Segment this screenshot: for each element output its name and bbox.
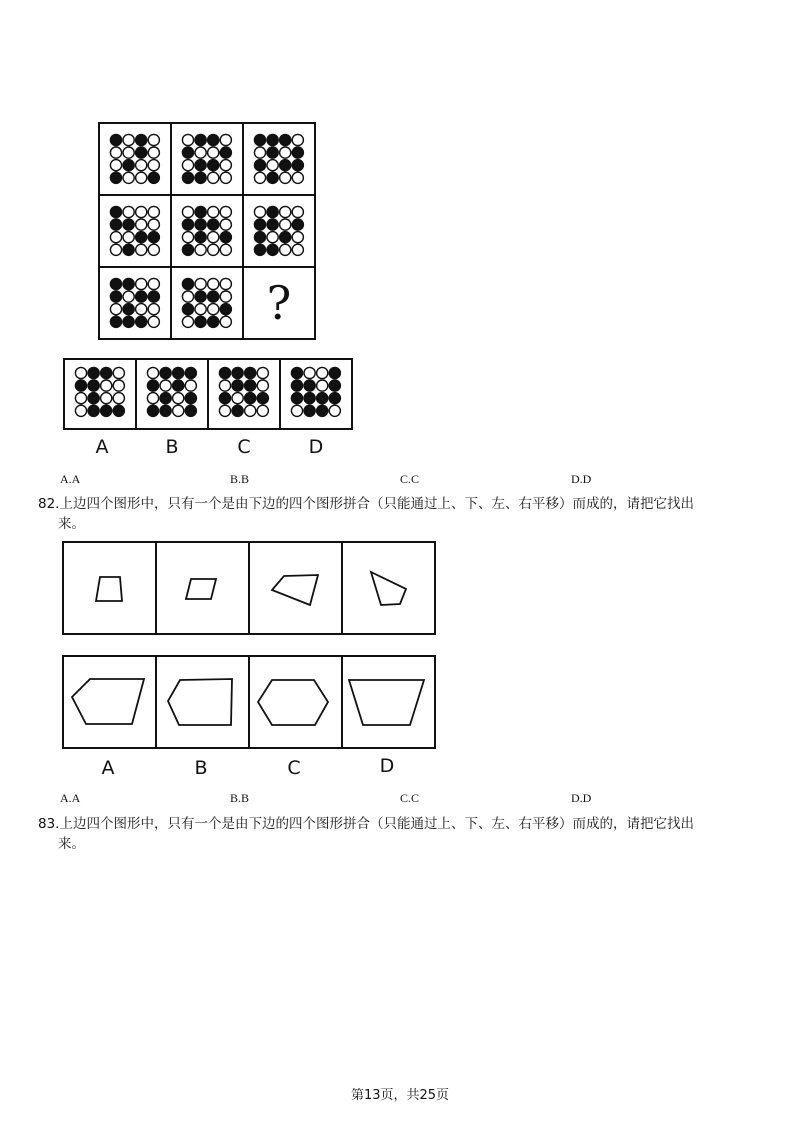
empty-dot <box>185 380 196 391</box>
filled-dot <box>148 291 159 302</box>
filled-dot <box>317 405 328 416</box>
filled-dot <box>304 393 315 404</box>
empty-dot <box>113 367 124 378</box>
empty-dot <box>257 405 268 416</box>
filled-dot <box>195 232 206 243</box>
matrix-cell-7-dot-grid <box>110 278 159 327</box>
empty-dot <box>317 367 328 378</box>
filled-dot <box>267 134 278 145</box>
empty-dot <box>182 291 193 302</box>
q82-text-line1: 82.上边四个图形中，只有一个是由下边的四个图形拼合（只能通过上、下、左、右平移）而成的，请把它找出 <box>38 496 694 512</box>
empty-dot <box>113 393 124 404</box>
empty-dot <box>267 232 278 243</box>
filled-dot <box>148 172 159 183</box>
filled-dot <box>219 367 230 378</box>
empty-dot <box>208 304 219 315</box>
empty-dot <box>245 405 256 416</box>
filled-dot <box>195 206 206 217</box>
q82-text-line2: 来。 <box>58 516 85 532</box>
filled-dot <box>182 219 193 230</box>
filled-dot <box>208 219 219 230</box>
empty-dot <box>220 206 231 217</box>
puzzle-matrix <box>98 122 316 340</box>
filled-dot <box>110 291 121 302</box>
filled-dot <box>280 160 291 171</box>
empty-dot <box>148 147 159 158</box>
empty-dot <box>220 219 231 230</box>
empty-dot <box>123 206 134 217</box>
filled-dot <box>254 232 265 243</box>
empty-dot <box>254 147 265 158</box>
filled-dot <box>220 147 231 158</box>
filled-dot <box>185 367 196 378</box>
filled-dot <box>182 304 193 315</box>
empty-dot <box>292 244 303 255</box>
empty-dot <box>75 393 86 404</box>
empty-dot <box>220 160 231 171</box>
empty-dot <box>136 172 147 183</box>
filled-dot <box>254 244 265 255</box>
empty-dot <box>257 367 268 378</box>
filled-dot <box>136 316 147 327</box>
filled-dot <box>304 405 315 416</box>
q82-option-letter-d: D <box>379 755 395 777</box>
q81-choice-a[interactable]: A.A <box>60 472 81 486</box>
filled-dot <box>160 393 171 404</box>
filled-dot <box>219 393 230 404</box>
filled-dot <box>245 380 256 391</box>
filled-dot <box>182 147 193 158</box>
empty-dot <box>148 278 159 289</box>
empty-dot <box>292 232 303 243</box>
filled-dot <box>185 405 196 416</box>
empty-dot <box>267 160 278 171</box>
empty-dot <box>148 316 159 327</box>
filled-dot <box>110 172 121 183</box>
filled-dot <box>329 380 340 391</box>
empty-dot <box>147 367 158 378</box>
filled-dot <box>267 172 278 183</box>
empty-dot <box>101 393 112 404</box>
empty-dot <box>148 160 159 171</box>
empty-dot <box>110 147 121 158</box>
empty-dot <box>182 232 193 243</box>
empty-dot <box>208 232 219 243</box>
matrix-cell-1-dot-grid <box>110 134 159 183</box>
empty-dot <box>220 278 231 289</box>
q83-text-line2: 来。 <box>58 836 85 852</box>
filled-dot <box>267 244 278 255</box>
empty-dot <box>136 244 147 255</box>
matrix-cell-8-dot-grid <box>182 278 231 327</box>
q81-choice-c[interactable]: C.C <box>400 472 420 486</box>
filled-dot <box>88 367 99 378</box>
filled-dot <box>195 134 206 145</box>
filled-dot <box>182 278 193 289</box>
filled-dot <box>75 380 86 391</box>
filled-dot <box>220 304 231 315</box>
empty-dot <box>257 380 268 391</box>
option-letter-d: D <box>308 436 324 458</box>
filled-dot <box>232 380 243 391</box>
filled-dot <box>291 380 302 391</box>
filled-dot <box>160 367 171 378</box>
filled-dot <box>208 160 219 171</box>
empty-dot <box>173 405 184 416</box>
option-letter-c: C <box>237 436 251 458</box>
empty-dot <box>220 244 231 255</box>
matrix-cell-2-dot-grid <box>182 134 231 183</box>
filled-dot <box>136 291 147 302</box>
option-c-dot-grid <box>219 367 268 416</box>
empty-dot <box>75 367 86 378</box>
filled-dot <box>88 405 99 416</box>
empty-dot <box>317 380 328 391</box>
filled-dot <box>208 316 219 327</box>
top-shape-1 <box>96 577 122 601</box>
empty-dot <box>292 172 303 183</box>
empty-dot <box>219 380 230 391</box>
filled-dot <box>123 219 134 230</box>
q83-question-text <box>38 814 738 854</box>
empty-dot <box>123 134 134 145</box>
empty-dot <box>136 160 147 171</box>
filled-dot <box>267 206 278 217</box>
filled-dot <box>245 367 256 378</box>
matrix-cell-4-dot-grid <box>110 206 159 255</box>
empty-dot <box>208 244 219 255</box>
empty-dot <box>182 206 193 217</box>
filled-dot <box>110 316 121 327</box>
empty-dot <box>304 367 315 378</box>
filled-dot <box>245 393 256 404</box>
filled-dot <box>292 160 303 171</box>
filled-dot <box>123 278 134 289</box>
filled-dot <box>136 147 147 158</box>
page-footer: 第13页，共25页 <box>350 1088 450 1103</box>
empty-dot <box>195 304 206 315</box>
filled-dot <box>182 244 193 255</box>
empty-dot <box>123 291 134 302</box>
option-a-dot-grid <box>75 367 124 416</box>
empty-dot <box>75 405 86 416</box>
q82-choice-c[interactable]: C.C <box>400 791 420 805</box>
empty-dot <box>110 160 121 171</box>
bottom-shape-d <box>349 680 424 725</box>
option-letter-b: B <box>165 436 179 458</box>
q82-top-figures <box>62 541 436 635</box>
filled-dot <box>88 393 99 404</box>
q82-option-letter-b: B <box>194 757 208 779</box>
filled-dot <box>254 219 265 230</box>
filled-dot <box>329 393 340 404</box>
empty-dot <box>232 393 243 404</box>
filled-dot <box>147 380 158 391</box>
empty-dot <box>148 206 159 217</box>
empty-dot <box>195 244 206 255</box>
filled-dot <box>101 405 112 416</box>
q82-question-text <box>38 494 738 534</box>
filled-dot <box>232 367 243 378</box>
empty-dot <box>291 405 302 416</box>
empty-dot <box>292 206 303 217</box>
bottom-shape-a <box>72 679 144 724</box>
filled-dot <box>257 393 268 404</box>
empty-dot <box>280 219 291 230</box>
empty-dot <box>123 232 134 243</box>
empty-dot <box>182 134 193 145</box>
empty-dot <box>136 278 147 289</box>
filled-dot <box>267 219 278 230</box>
option-b-dot-grid <box>147 367 196 416</box>
top-shape-4 <box>371 572 406 605</box>
filled-dot <box>317 393 328 404</box>
q82-option-letter-a: A <box>101 757 115 779</box>
empty-dot <box>110 304 121 315</box>
filled-dot <box>88 380 99 391</box>
filled-dot <box>147 405 158 416</box>
empty-dot <box>329 405 340 416</box>
empty-dot <box>254 206 265 217</box>
filled-dot <box>182 172 193 183</box>
filled-dot <box>195 291 206 302</box>
filled-dot <box>110 219 121 230</box>
bottom-shape-b <box>168 679 232 725</box>
q82-choice-d[interactable]: D.D <box>571 791 592 805</box>
empty-dot <box>136 219 147 230</box>
filled-dot <box>254 134 265 145</box>
q81-choice-b[interactable]: B.B <box>230 472 250 486</box>
empty-dot <box>173 393 184 404</box>
answer-options-strip <box>63 358 353 430</box>
matrix-cell-6-dot-grid <box>254 206 303 255</box>
empty-dot <box>208 172 219 183</box>
empty-dot <box>280 147 291 158</box>
empty-dot <box>280 244 291 255</box>
filled-dot <box>101 367 112 378</box>
empty-dot <box>195 278 206 289</box>
empty-dot <box>148 244 159 255</box>
matrix-cell-5-dot-grid <box>182 206 231 255</box>
empty-dot <box>110 244 121 255</box>
question-mark: ? <box>266 276 292 330</box>
filled-dot <box>291 393 302 404</box>
filled-dot <box>173 380 184 391</box>
empty-dot <box>220 291 231 302</box>
empty-dot <box>195 147 206 158</box>
filled-dot <box>254 160 265 171</box>
filled-dot <box>136 232 147 243</box>
filled-dot <box>280 134 291 145</box>
empty-dot <box>136 304 147 315</box>
q83-text-line1: 83.上边四个图形中，只有一个是由下边的四个图形拼合（只能通过上、下、左、右平移）而成的，请把它找出 <box>38 816 694 832</box>
option-letter-a: A <box>95 436 109 458</box>
filled-dot <box>195 172 206 183</box>
filled-dot <box>160 405 171 416</box>
empty-dot <box>110 232 121 243</box>
top-shape-2 <box>186 579 216 599</box>
empty-dot <box>254 172 265 183</box>
empty-dot <box>160 380 171 391</box>
filled-dot <box>232 405 243 416</box>
q82-option-letter-c: C <box>287 757 301 779</box>
bottom-shape-c <box>258 680 328 725</box>
empty-dot <box>148 304 159 315</box>
q82-choice-b[interactable]: B.B <box>230 791 250 805</box>
empty-dot <box>219 405 230 416</box>
empty-dot <box>136 206 147 217</box>
empty-dot <box>208 278 219 289</box>
filled-dot <box>195 160 206 171</box>
empty-dot <box>123 172 134 183</box>
filled-dot <box>195 219 206 230</box>
empty-dot <box>208 147 219 158</box>
filled-dot <box>195 316 206 327</box>
filled-dot <box>173 367 184 378</box>
filled-dot <box>208 291 219 302</box>
empty-dot <box>148 219 159 230</box>
filled-dot <box>110 278 121 289</box>
matrix-cell-3-dot-grid <box>254 134 303 183</box>
empty-dot <box>148 134 159 145</box>
empty-dot <box>220 134 231 145</box>
filled-dot <box>123 316 134 327</box>
filled-dot <box>123 160 134 171</box>
filled-dot <box>220 232 231 243</box>
empty-dot <box>280 172 291 183</box>
filled-dot <box>304 380 315 391</box>
empty-dot <box>113 380 124 391</box>
empty-dot <box>220 172 231 183</box>
filled-dot <box>185 393 196 404</box>
filled-dot <box>292 219 303 230</box>
filled-dot <box>123 244 134 255</box>
empty-dot <box>123 147 134 158</box>
filled-dot <box>291 367 302 378</box>
filled-dot <box>123 304 134 315</box>
empty-dot <box>182 160 193 171</box>
empty-dot <box>220 316 231 327</box>
empty-dot <box>182 316 193 327</box>
option-d-dot-grid <box>291 367 340 416</box>
filled-dot <box>267 147 278 158</box>
empty-dot <box>280 206 291 217</box>
empty-dot <box>292 134 303 145</box>
q82-choice-a[interactable]: A.A <box>60 791 81 805</box>
empty-dot <box>147 393 158 404</box>
filled-dot <box>280 232 291 243</box>
filled-dot <box>110 134 121 145</box>
filled-dot <box>292 147 303 158</box>
filled-dot <box>329 367 340 378</box>
filled-dot <box>113 405 124 416</box>
filled-dot <box>208 134 219 145</box>
q82-bottom-figures <box>62 655 436 749</box>
filled-dot <box>110 206 121 217</box>
top-shape-3 <box>272 575 318 605</box>
filled-dot <box>136 134 147 145</box>
empty-dot <box>101 380 112 391</box>
filled-dot <box>148 232 159 243</box>
empty-dot <box>208 206 219 217</box>
q81-choice-d[interactable]: D.D <box>571 472 592 486</box>
